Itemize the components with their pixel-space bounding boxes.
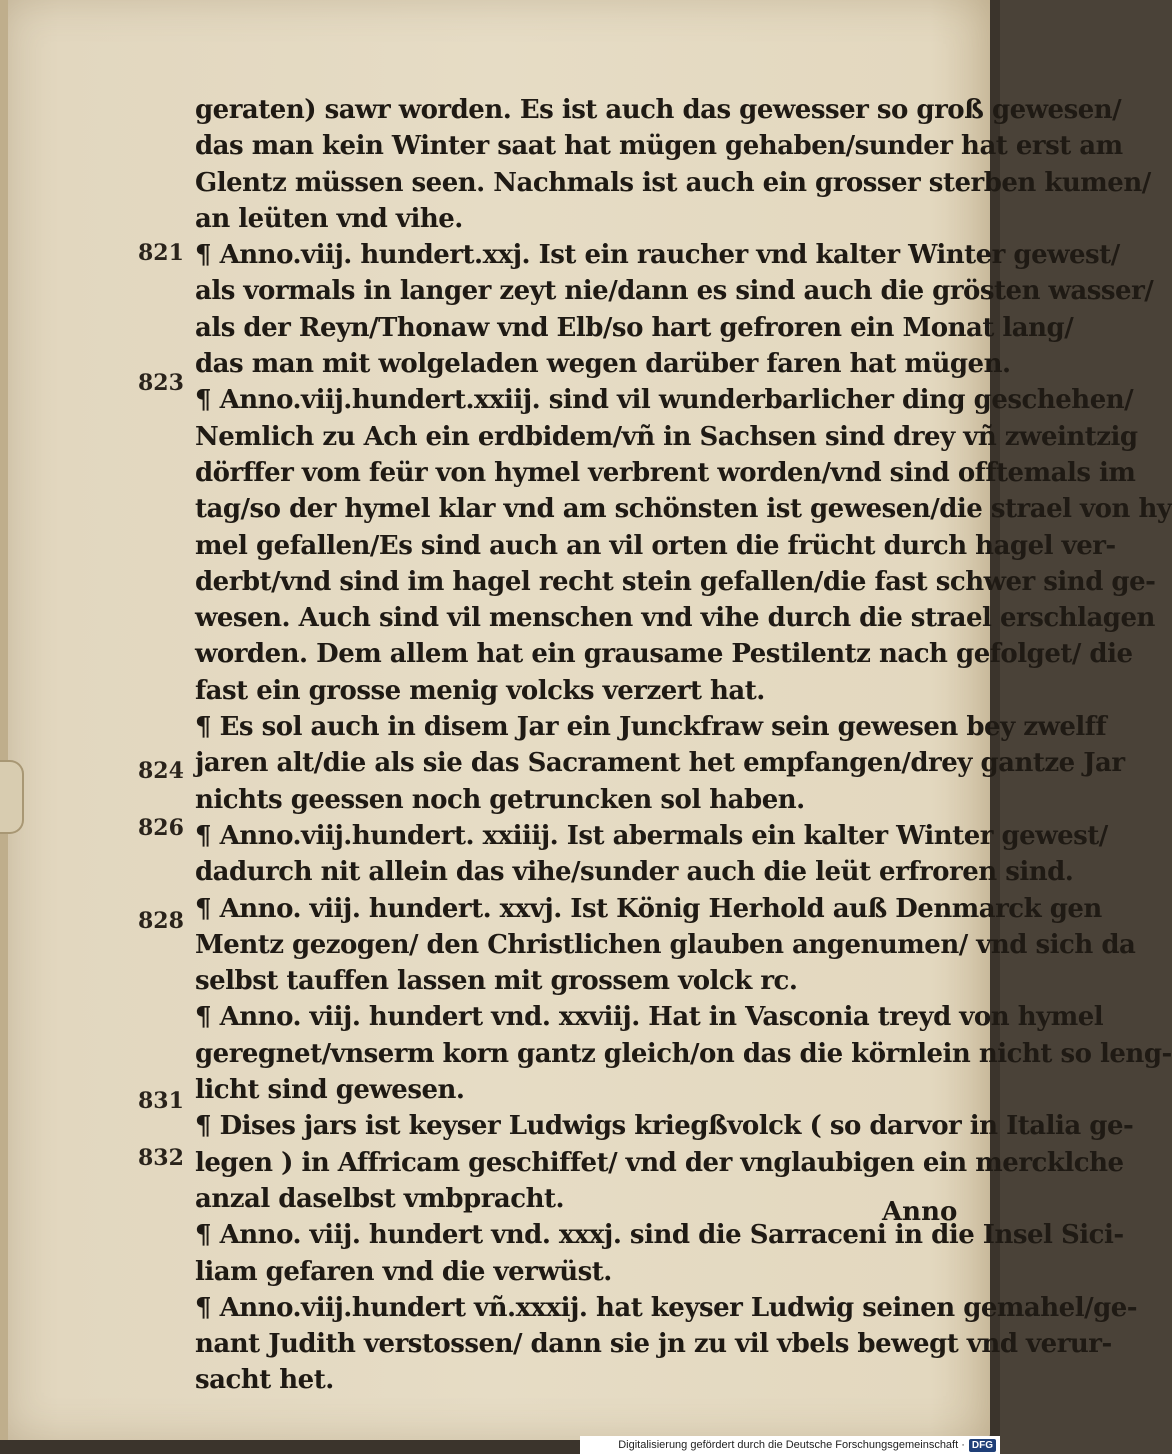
text-line: ¶ Dises jars ist keyser Ludwigs kriegßvolck ( so darvor in Italia ge- (195, 1111, 1134, 1142)
text-line: licht sind gewesen. (195, 1075, 465, 1106)
text-line: liam gefaren vnd die verwüst. (195, 1256, 612, 1287)
text-line: anzal daselbst vmbpracht. (195, 1183, 565, 1214)
text-line: Mentz gezogen/ den Christlichen glauben angenumen/ vnd sich da (195, 929, 1136, 960)
catchword: Anno (882, 1197, 958, 1227)
footer-credit-bar (580, 1436, 1000, 1454)
text-line: Glentz müssen seen. Nachmals ist auch ein grosser sterben kumen/ (195, 167, 1151, 198)
text-line: legen ) in Affricam geschiffet/ vnd der vnglaubigen ein mercklche (195, 1147, 1124, 1178)
text-line: ¶ Es sol auch in disem Jar ein Junckfraw sein gewesen bey zwelff (195, 712, 1107, 743)
text-line: fast ein grosse menig volcks verzert hat. (195, 675, 765, 706)
text-line: tag/so der hymel klar vnd am schönsten ist gewesen/die strael von hy (195, 494, 1172, 525)
margin-year: 823 (138, 370, 184, 396)
text-line: nant Judith verstossen/ dann sie jn zu vil vbels bewegt vnd verur- (195, 1329, 1112, 1360)
dfg-logo-icon: DFG (969, 1439, 996, 1452)
margin-year: 828 (138, 908, 184, 934)
margin-year: 826 (138, 815, 184, 841)
text-line: geraten) sawr worden. Es ist auch das gewesser so groß gewesen/ (195, 95, 1122, 125)
text-line: ¶ Anno.viij.hundert. xxiiij. Ist abermals ein kalter Winter gewest/ (195, 820, 1108, 851)
margin-year: 824 (138, 758, 184, 784)
text-line: Nemlich zu Ach ein erdbidem/vñ in Sachsen sind drey vñ zweintzig (195, 421, 1138, 452)
text-line: als der Reyn/Thonaw vnd Elb/so hart gefroren ein Monat lang/ (195, 312, 1074, 343)
page-clasp (0, 760, 24, 834)
text-line: nichts geessen noch getruncken sol haben. (195, 784, 805, 815)
text-line: als vormals in langer zeyt nie/dann es sind auch die grösten wasser/ (195, 276, 1154, 307)
footer-credit: Digitalisierung gefördert durch die Deutsche Forschungsgemeinschaft · (618, 1439, 965, 1451)
text-line: dörffer vom feür von hymel verbrent worden/vnd sind offtemals im (195, 457, 1136, 488)
text-line: ¶ Anno.viij.hundert.xxiij. sind vil wunderbarlicher ding geschehen/ (195, 385, 1134, 416)
text-line: ¶ Anno.viij.hundert vñ.xxxij. hat keyser Ludwig seinen gemahel/ge- (195, 1292, 1138, 1323)
text-line: geregnet/vnserm korn gantz gleich/on das die körnlein nicht so leng- (195, 1038, 1172, 1069)
text-line: selbst tauffen lassen mit grossem volck rc. (195, 966, 798, 997)
text-line: derbt/vnd sind im hagel recht stein gefallen/die fast schwer sind ge- (195, 566, 1156, 597)
text-line: wesen. Auch sind vil menschen vnd vihe durch die strael erschlagen (195, 603, 1155, 634)
text-line: das man kein Winter saat hat mügen gehaben/sunder hat erst am (195, 131, 1123, 162)
text-line: jaren alt/die als sie das Sacrament het empfangen/drey gantze Jar (195, 748, 1125, 779)
text-line: an leüten vnd vihe. (195, 203, 463, 234)
margin-year: 832 (138, 1145, 184, 1171)
text-block (195, 92, 1172, 1399)
text-line: das man mit wolgeladen wegen darüber faren hat mügen. (195, 349, 1011, 380)
margin-year: 831 (138, 1088, 184, 1114)
text-line: ¶ Anno. viij. hundert vnd. xxxj. sind die Sarraceni in die Insel Sici- (195, 1220, 1124, 1251)
text-line: sacht het. (195, 1365, 334, 1396)
text-line: ¶ Anno. viij. hundert vnd. xxviij. Hat in Vasconia treyd von hymel (195, 1002, 1104, 1033)
text-line: ¶ Anno. viij. hundert. xxvj. Ist König Herhold auß Denmarck gen (195, 893, 1102, 924)
text-line: ¶ Anno.viij. hundert.xxj. Ist ein raucher vnd kalter Winter gewest/ (195, 240, 1120, 271)
page-edge (0, 0, 8, 1440)
text-line: worden. Dem allem hat ein grausame Pestilentz nach gefolget/ die (195, 639, 1133, 670)
text-line: mel gefallen/Es sind auch an vil orten die frücht durch hagel ver- (195, 530, 1116, 561)
text-line: dadurch nit allein das vihe/sunder auch die leüt erfroren sind. (195, 857, 1074, 888)
margin-year: 821 (138, 240, 184, 266)
